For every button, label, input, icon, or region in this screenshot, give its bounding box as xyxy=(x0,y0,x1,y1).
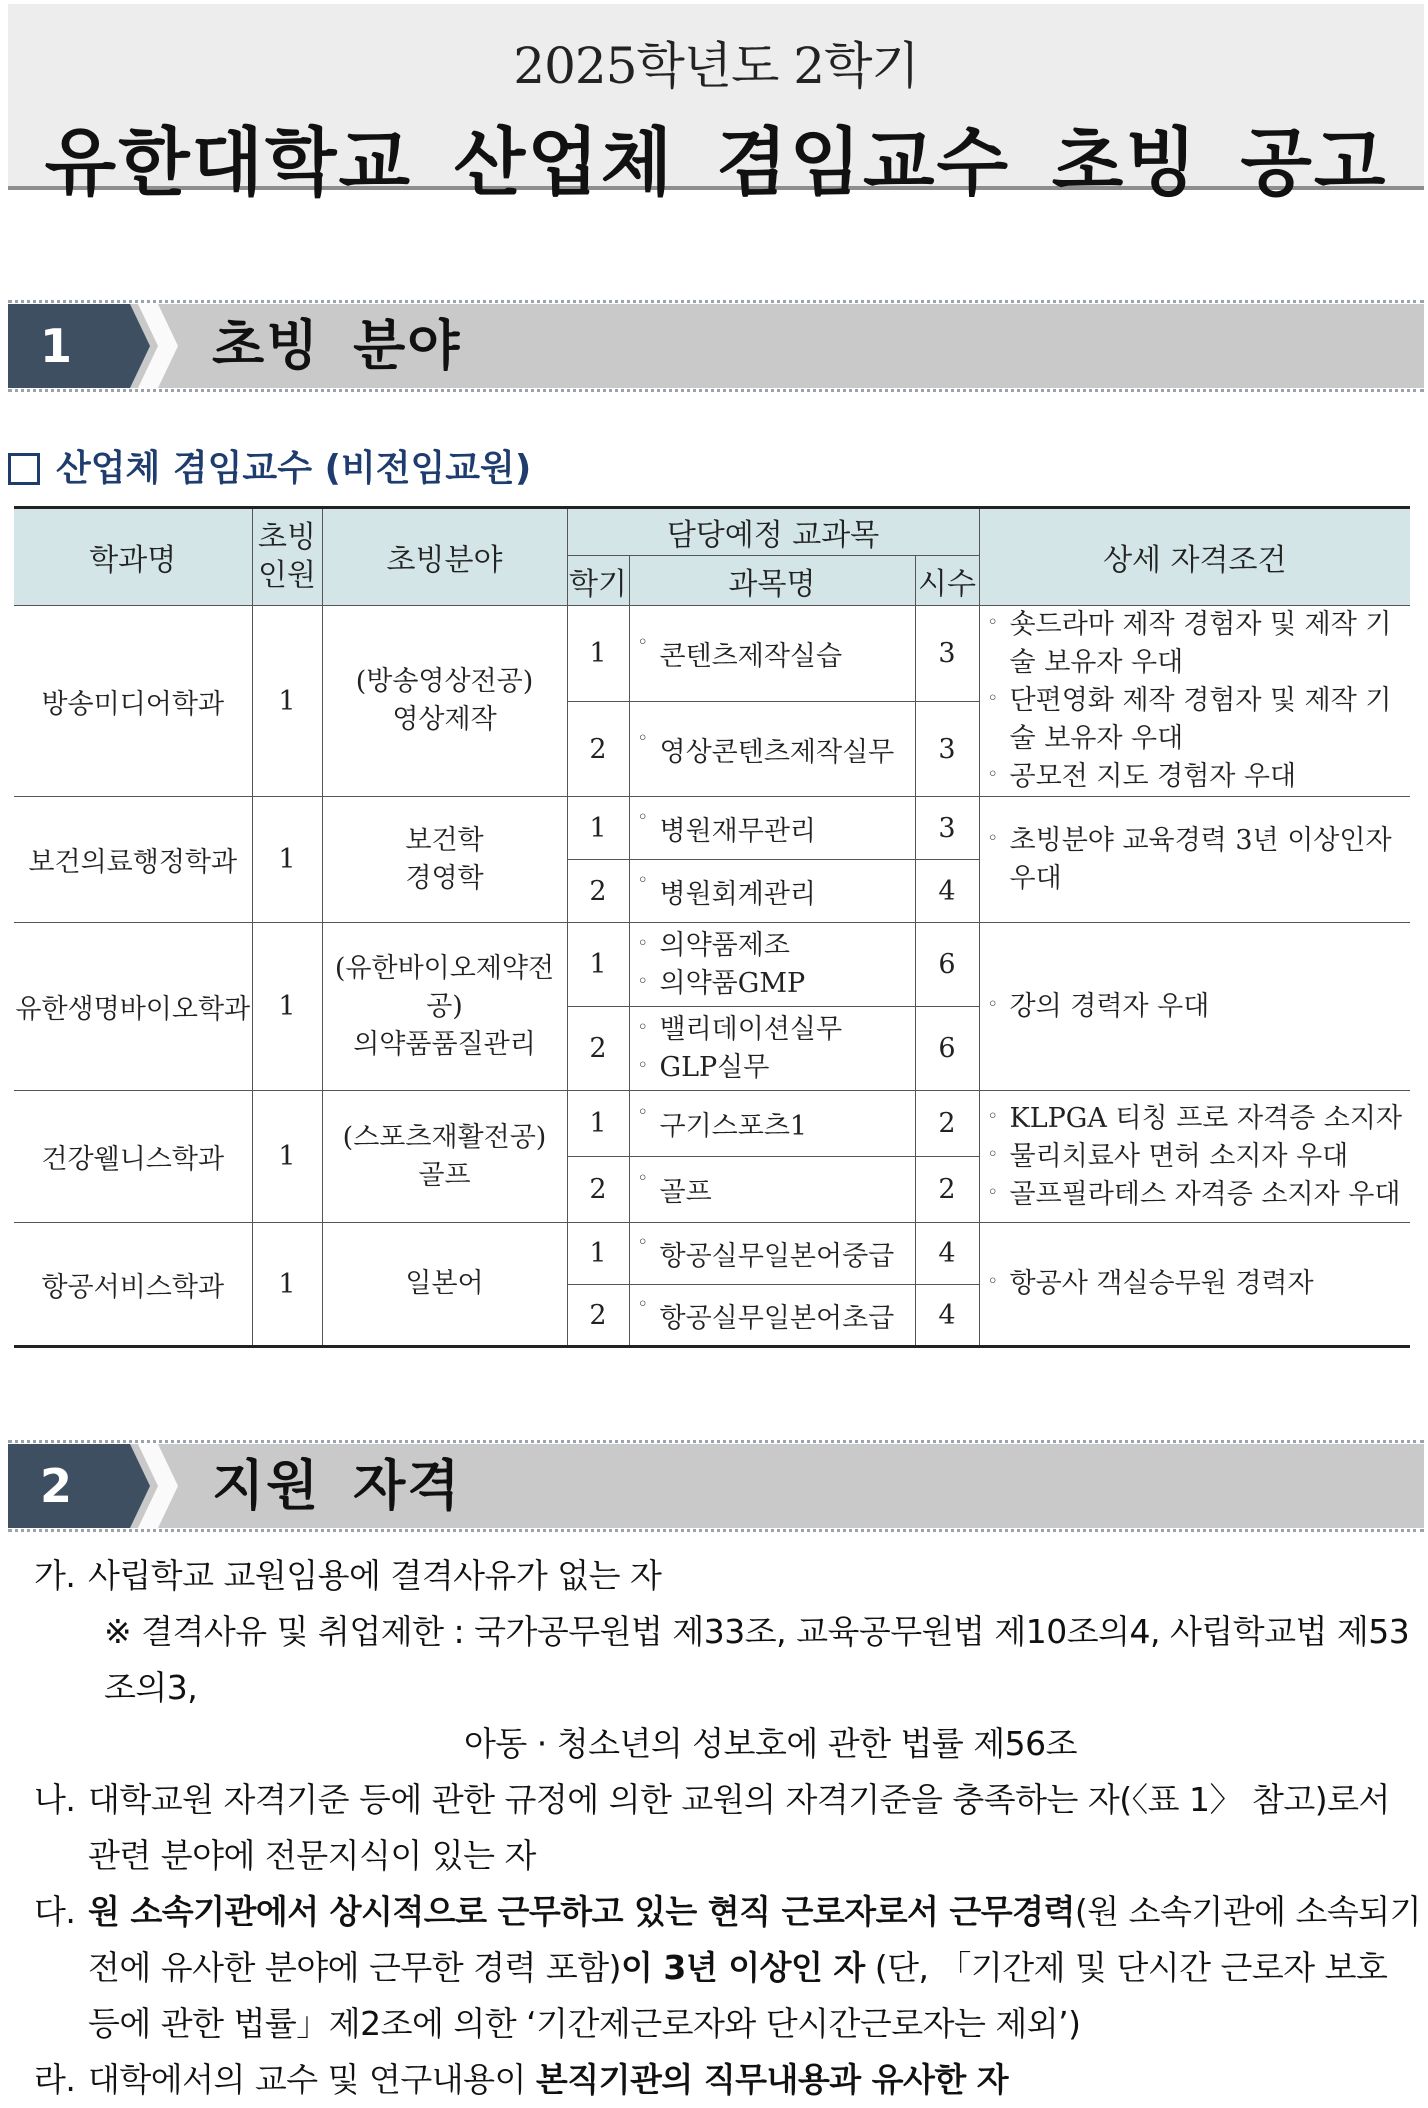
item-normal: (원 소속기관에 소속되기 전에 유사한 분야에 근무한 경력 포함) xyxy=(88,1892,1422,1987)
semester-cell: 1 xyxy=(567,1223,629,1285)
hours-cell: 2 xyxy=(915,1091,979,1157)
detail-item: 골프필라테스 자격증 소지자 우대 xyxy=(1009,1178,1401,1210)
subject-name: 병원회계관리 xyxy=(659,878,816,910)
subject-name: GLP실무 xyxy=(659,1051,770,1083)
count-cell: 1 xyxy=(252,797,322,923)
item-text: 사립학교 교원임용에 결격사유가 없는 자 xyxy=(88,1556,662,1595)
header-dept: 학과명 xyxy=(14,508,252,606)
title-box xyxy=(8,4,1424,206)
hours-cell: 4 xyxy=(915,1223,979,1285)
header-hours: 시수 xyxy=(915,556,979,606)
section-2-header xyxy=(8,1440,1424,1532)
section-number: 1 xyxy=(39,319,72,373)
field-cell: 보건학 경영학 xyxy=(322,797,567,923)
table-row xyxy=(14,1223,1410,1285)
detail-item: 항공사 객실승무원 경력자 xyxy=(1009,1268,1314,1299)
subject-cell: ◦ 항공실무일본어초급 xyxy=(629,1285,915,1347)
subject-name: 밸리데이션실무 xyxy=(659,1013,843,1045)
detail-cell: ◦ 숏드라마 제작 경험자 및 제작 기술 보유자 우대 ◦ 단편영화 제작 경험자 및 제작 기술 보유자 우대 ◦ 공모전 지도 경험자 우대 xyxy=(979,606,1410,797)
table-row xyxy=(14,923,1410,1007)
subject-cell: ◦ 구기스포츠1 xyxy=(629,1091,915,1157)
hours-cell: 3 xyxy=(915,702,979,797)
list-item xyxy=(34,1772,1424,1884)
semester-cell: 1 xyxy=(567,797,629,860)
subject-name: 콘텐츠제작실습 xyxy=(659,641,843,672)
item-marker: 나. xyxy=(34,1780,76,1819)
detail-item: 초빙분야 교육경력 3년 이상인자 우대 xyxy=(1009,824,1392,894)
table-row xyxy=(14,1091,1410,1157)
checkbox-icon xyxy=(8,453,40,485)
subject-name: 병원재무관리 xyxy=(659,815,816,847)
semester-cell: 1 xyxy=(567,606,629,702)
semester-cell: 2 xyxy=(567,1285,629,1347)
field-cell: (방송영상전공) 영상제작 xyxy=(322,606,567,797)
title-year: 2025학년도 2학기 xyxy=(513,37,919,95)
detail-cell: ◦ 항공사 객실승무원 경력자 xyxy=(979,1223,1410,1347)
header-semester: 학기 xyxy=(567,556,629,606)
section-number: 2 xyxy=(39,1459,72,1513)
field-cell: (스포츠재활전공) 골프 xyxy=(322,1091,567,1223)
semester-cell: 2 xyxy=(567,860,629,923)
list-item xyxy=(34,2052,1424,2108)
item-text xyxy=(88,1884,1424,2052)
subject-name: 항공실무일본어중급 xyxy=(659,1241,895,1272)
subject-cell: ◦ 영상콘텐츠제작실무 xyxy=(629,702,915,797)
semester-cell: 2 xyxy=(567,1157,629,1223)
list-item xyxy=(34,1548,1424,1604)
detail-item: 단편영화 제작 경험자 및 제작 기술 보유자 우대 xyxy=(1009,685,1392,754)
header-field: 초빙분야 xyxy=(322,508,567,606)
header-courses: 담당예정 교과목 xyxy=(567,508,979,556)
subject-name: 영상콘텐츠제작실무 xyxy=(659,736,895,768)
section-1-header xyxy=(8,300,1424,392)
dept-cell: 항공서비스학과 xyxy=(14,1223,252,1347)
table-row xyxy=(14,606,1410,702)
hours-cell: 3 xyxy=(915,797,979,860)
header-subject: 과목명 xyxy=(629,556,915,606)
subject-cell: ◦ 밸리데이션실무 ◦ GLP실무 xyxy=(629,1007,915,1091)
item-marker: 가. xyxy=(34,1556,76,1595)
semester-cell: 2 xyxy=(567,702,629,797)
dept-cell: 유한생명바이오학과 xyxy=(14,923,252,1091)
dept-cell: 방송미디어학과 xyxy=(14,606,252,797)
detail-item: 물리치료사 면허 소지자 우대 xyxy=(1009,1140,1349,1172)
table-row xyxy=(14,797,1410,860)
dept-cell: 보건의료행정학과 xyxy=(14,797,252,923)
subject-name: 구기스포츠1 xyxy=(659,1111,808,1142)
hours-cell: 3 xyxy=(915,606,979,702)
count-cell: 1 xyxy=(252,923,322,1091)
note-line: ※ 결격사유 및 취업제한 : 국가공무원법 제33조, 교육공무원법 제10조의4, 사립학교법 제53조의3, xyxy=(104,1612,1410,1707)
subheading-text: 산업체 겸임교수 (비전임교원) xyxy=(56,448,532,489)
detail-cell: ◦ 강의 경력자 우대 xyxy=(979,923,1410,1091)
item-text xyxy=(88,2052,1424,2108)
subject-cell: ◦ 콘텐츠제작실습 xyxy=(629,606,915,702)
subject-cell: ◦ 병원재무관리 xyxy=(629,797,915,860)
field-cell: 일본어 xyxy=(322,1223,567,1347)
detail-item: 공모전 지도 경험자 우대 xyxy=(1009,761,1297,792)
item-normal: 대학에서의 교수 및 연구내용이 xyxy=(88,2060,536,2099)
section-title: 지원 자격 xyxy=(212,1454,462,1517)
count-cell: 1 xyxy=(252,1091,322,1223)
note-line: 아동 · 청소년의 성보호에 관한 법률 제56조 xyxy=(464,1724,1077,1763)
item-bold: 원 소속기관에서 상시적으로 근무하고 있는 현직 근로자로서 근무경력 xyxy=(88,1892,1075,1931)
item-bold: 본직기관의 직무내용과 유사한 자 xyxy=(535,2060,1009,2099)
item-marker: 라. xyxy=(34,2060,76,2099)
hours-cell: 4 xyxy=(915,860,979,923)
count-cell: 1 xyxy=(252,606,322,797)
subject-cell: ◦ 병원회계관리 xyxy=(629,860,915,923)
subject-name: 의약품제조 xyxy=(659,929,790,961)
subject-cell: ◦ 의약품제조 ◦ 의약품GMP xyxy=(629,923,915,1007)
semester-cell: 1 xyxy=(567,1091,629,1157)
subheading xyxy=(8,444,531,494)
semester-cell: 1 xyxy=(567,923,629,1007)
subject-cell: ◦ 항공실무일본어중급 xyxy=(629,1223,915,1285)
hours-cell: 6 xyxy=(915,923,979,1007)
detail-item: KLPGA 티칭 프로 자격증 소지자 xyxy=(1009,1102,1403,1134)
hours-cell: 2 xyxy=(915,1157,979,1223)
semester-cell: 2 xyxy=(567,1007,629,1091)
list-item xyxy=(34,1884,1424,2052)
item-marker: 다. xyxy=(34,1892,76,1931)
recruitment-table xyxy=(14,506,1410,1348)
detail-item: 강의 경력자 우대 xyxy=(1009,990,1210,1022)
item-bold: 이 3년 이상인 자 xyxy=(621,1948,865,1987)
header-count: 초빙 인원 xyxy=(252,508,322,606)
field-cell: (유한바이오제약전공) 의약품품질관리 xyxy=(322,923,567,1091)
section-title: 초빙 분야 xyxy=(212,314,462,377)
header-detail: 상세 자격조건 xyxy=(979,508,1410,606)
count-cell: 1 xyxy=(252,1223,322,1347)
item-normal: (단, 「기간제 및 단시간 근로자 보호 등에 관한 법률」제2조에 의한 ‘기간제근로자와 단시간근로자는 제외’) xyxy=(88,1948,1388,2043)
detail-cell: ◦ KLPGA 티칭 프로 자격증 소지자 ◦ 물리치료사 면허 소지자 우대 ◦ 골프필라테스 자격증 소지자 우대 xyxy=(979,1091,1410,1223)
hours-cell: 6 xyxy=(915,1007,979,1091)
item-text: 대학교원 자격기준 등에 관한 규정에 의한 교원의 자격기준을 충족하는 자(〈표 1〉 참고)로서 관련 분야에 전문지식이 있는 자 xyxy=(88,1780,1390,1875)
page-title: 유한대학교 산업체 겸임교수 초빙 공고 xyxy=(44,120,1388,206)
qualification-list xyxy=(34,1548,1424,2108)
subject-cell: ◦ 골프 xyxy=(629,1157,915,1223)
subject-name: 골프 xyxy=(659,1177,712,1208)
subject-name: 항공실무일본어초급 xyxy=(659,1302,895,1334)
dept-cell: 건강웰니스학과 xyxy=(14,1091,252,1223)
hours-cell: 4 xyxy=(915,1285,979,1347)
subject-name: 의약품GMP xyxy=(659,967,806,999)
detail-cell: ◦ 초빙분야 교육경력 3년 이상인자 우대 xyxy=(979,797,1410,923)
detail-item: 숏드라마 제작 경험자 및 제작 기술 보유자 우대 xyxy=(1009,609,1392,678)
